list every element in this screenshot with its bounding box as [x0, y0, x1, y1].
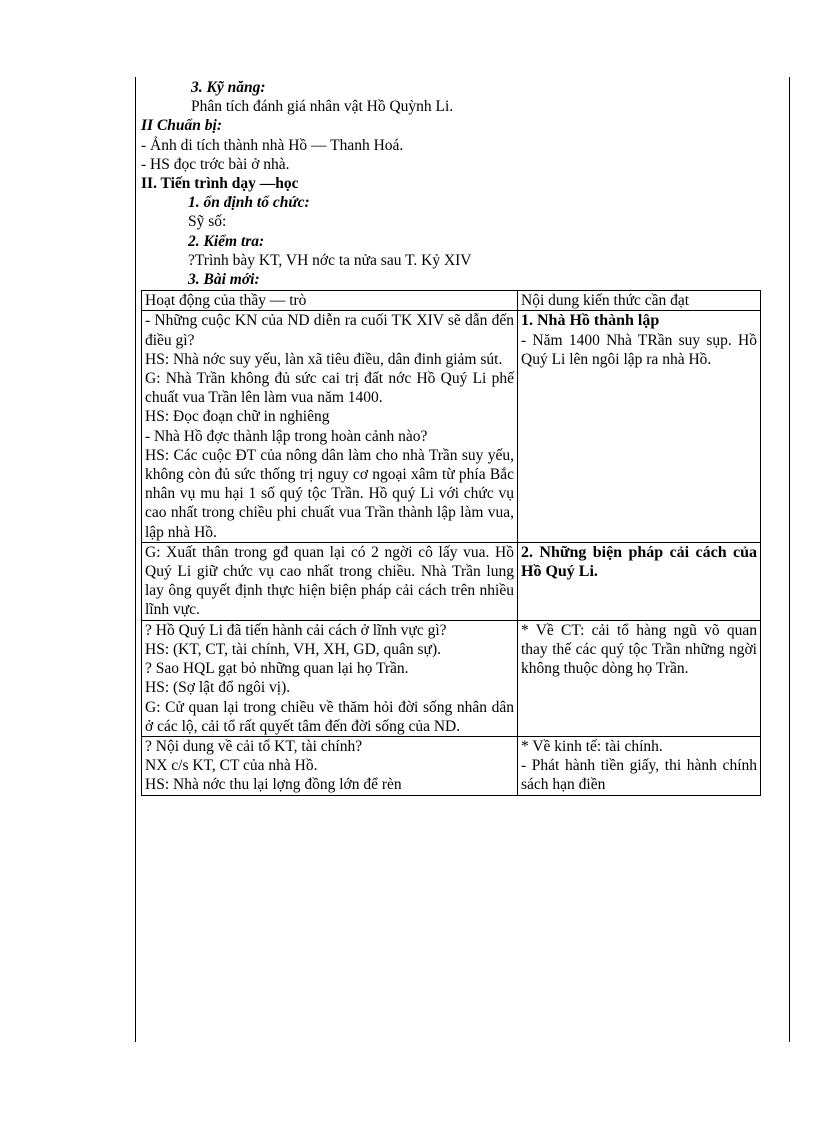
- content-cell: [518, 311, 761, 542]
- skill-title: 3. Kỹ năng:: [191, 79, 266, 96]
- header-teacher-student: Hoạt động của thầy — trò: [142, 291, 518, 311]
- activity-line: G: Xuất thân trong gđ quan lại có 2 ngời cô lấy vua. Hồ Quý Li giữ chức vụ cao nhất trong chiều. Nhà Trần lung lay ông quyết định thực hiện biện pháp cải cách trên nhiều lĩnh vực.: [145, 543, 514, 619]
- skill-text: Phân tích đánh giá nhân vật Hồ Quỳnh Li.: [191, 98, 454, 116]
- activity-line: ? Nội dung về cải tổ KT, tài chính?: [145, 737, 363, 755]
- activity-cell: [142, 620, 518, 736]
- lesson-table: [141, 290, 761, 795]
- content-cell: [518, 620, 761, 736]
- activity-line: G: Cử quan lại trong chiều về thăm hỏi đời sống nhân dân ở các lộ, cải tổ rất quyết tâm đến đời sống của ND.: [145, 698, 514, 735]
- activity-line: NX c/s KT, CT của nhà Hồ.: [145, 757, 318, 775]
- activity-line: HS: (KT, CT, tài chính, VH, XH, GD, quân sự).: [145, 640, 441, 658]
- table-row: [142, 542, 761, 620]
- prep-item: - Ảnh di tích thành nhà Hồ — Thanh Hoá.: [141, 136, 404, 154]
- content-line: * Về CT: cải tổ hàng ngũ võ quan thay thế các quý tộc Trần những ngời không thuộc dòng họ Trần.: [521, 621, 757, 678]
- activity-line: HS: Nhà nớc suy yếu, làn xã tiêu điều, dân đinh giảm sút.: [145, 350, 503, 368]
- activity-line: - Nhà Hồ đợc thành lập trong hoàn cảnh nào?: [145, 427, 428, 445]
- activity-line: G: Nhà Trần không đủ sức cai trị đất nớc Hồ Quý Li phế chuất vua Trần lên làm vua năm 1400.: [145, 370, 514, 407]
- process-title: II. Tiến trình dạy —học: [141, 175, 299, 193]
- activity-line: HS: (Sợ lật đổ ngôi vị).: [145, 679, 291, 697]
- content-line: - Năm 1400 Nhà TRần suy sụp. Hồ Quý Li lên ngôi lập ra nhà Hồ.: [521, 331, 757, 368]
- document-page: [141, 78, 761, 796]
- check-question: ?Trình bày KT, VH nớc ta nửa sau T. Kỷ XIV: [188, 251, 472, 269]
- activity-line: HS: Các cuộc ĐT của nông dân làm cho nhà Trần suy yếu, không còn đủ sức thống trị nguy cơ ngoại xâm từ phía Bắc nhân vụ mu hại 1 số quý tộc Trần. Hồ quý Li với chức vụ cao nhất trong chiều phi chuất vua Trần thành lập làm vua, lập nhà Hồ.: [145, 446, 514, 541]
- activity-line: - Những cuộc KN của ND diễn ra cuối TK XIV sẽ dẫn đến điều gì?: [145, 312, 514, 349]
- prep-title: II Chuẩn bị:: [141, 117, 222, 135]
- section-heading: 1. Nhà Hồ thành lập: [521, 312, 660, 330]
- table-row: [142, 736, 761, 795]
- table-header-row: [142, 291, 761, 311]
- header-knowledge: Nội dung kiến thức cần đạt: [518, 291, 761, 311]
- activity-line: ? Sao HQL gạt bỏ những quan lại họ Trần.: [145, 660, 409, 678]
- org-title: 1. ổn định tổ chức:: [188, 194, 310, 212]
- activity-cell: [142, 736, 518, 795]
- content-cell: [518, 736, 761, 795]
- activity-cell: [142, 542, 518, 620]
- content-line: * Về kinh tế: tài chính.: [521, 737, 663, 755]
- table-row: [142, 311, 761, 542]
- section-heading: 2. Những biện pháp cải cách của Hồ Quý Li.: [521, 543, 757, 581]
- attendance-label: Sỹ số:: [188, 213, 227, 231]
- activity-line: ? Hồ Quý Li đã tiến hành cải cách ở lĩnh vực gì?: [145, 621, 447, 639]
- activity-line: HS: Đọc đoạn chữ in nghiêng: [145, 408, 330, 426]
- page-frame-left: [135, 77, 136, 1042]
- activity-line: HS: Nhà nớc thu lại lợng đồng lớn để rèn: [145, 776, 402, 794]
- lesson-intro: [141, 78, 761, 289]
- activity-cell: [142, 311, 518, 542]
- content-cell: [518, 542, 761, 620]
- new-lesson-title: 3. Bài mới:: [188, 271, 260, 289]
- check-title: 2. Kiểm tra:: [188, 232, 265, 250]
- prep-item: - HS đọc trớc bài ở nhà.: [141, 155, 290, 173]
- content-line: - Phát hành tiền giấy, thi hành chính sách hạn điền: [521, 757, 757, 794]
- table-row: [142, 620, 761, 736]
- page-frame-right: [789, 77, 790, 1042]
